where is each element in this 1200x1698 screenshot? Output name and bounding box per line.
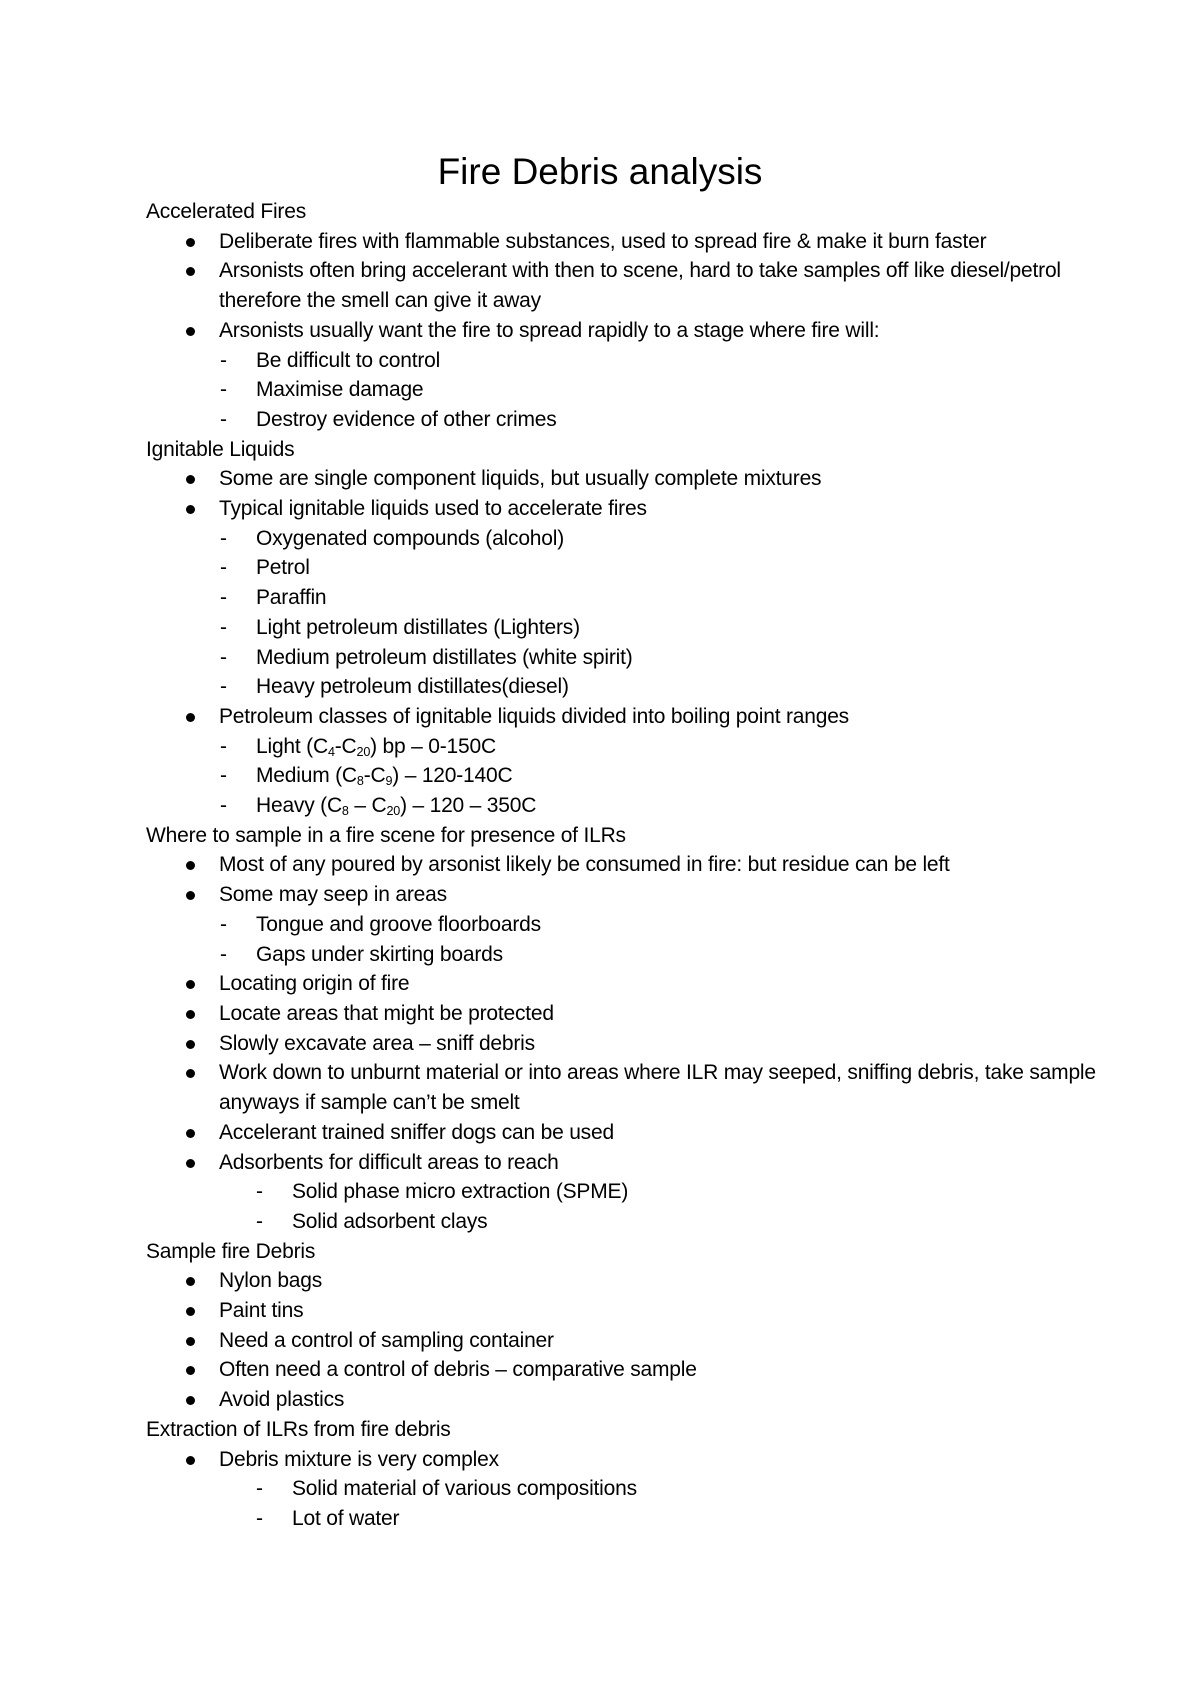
dash-item: [146, 1207, 1106, 1237]
bullet-text: Avoid plastics: [219, 1388, 345, 1412]
bullet-item: [146, 227, 1106, 257]
dash-text: Solid material of various compositions: [292, 1477, 637, 1501]
bullet-item: [146, 969, 1106, 999]
range-suffix: ) – 120-140C: [392, 764, 513, 788]
bullet-item: [146, 464, 1106, 494]
dash-item: [146, 613, 1106, 643]
dash-icon: -: [220, 556, 227, 580]
dash-item: [146, 1177, 1106, 1207]
bullet-icon: [186, 980, 195, 989]
bullet-text: Locate areas that might be protected: [219, 1001, 554, 1025]
bullet-text: Adsorbents for difficult areas to reach: [219, 1150, 559, 1174]
dash-item: [146, 910, 1106, 940]
section-where-to-sample: [146, 821, 1106, 1237]
dash-icon: -: [220, 794, 227, 818]
bullet-item: [146, 256, 1106, 315]
dash-list: [146, 732, 1106, 821]
dash-icon: -: [220, 348, 227, 372]
bullet-icon: [186, 267, 195, 276]
dash-item: [146, 1504, 1106, 1534]
dash-icon: -: [256, 1506, 263, 1530]
dash-item: [146, 346, 1106, 376]
dash-text: Lot of water: [292, 1506, 400, 1530]
dash-icon: -: [256, 1180, 263, 1204]
dash-icon: -: [220, 734, 227, 758]
range-mid: -C: [363, 764, 386, 788]
bullet-item: [146, 999, 1106, 1029]
section-sample-fire-debris: [146, 1237, 1106, 1415]
bullet-icon: [186, 891, 195, 900]
bullet-text: Typical ignitable liquids used to accelerate fires: [219, 497, 647, 521]
section-heading: Where to sample in a fire scene for presence of ILRs: [146, 823, 626, 847]
bullet-icon: [186, 1069, 195, 1078]
range-mid: – C: [348, 794, 387, 818]
bullet-item: [146, 1385, 1106, 1415]
dash-icon: -: [256, 1209, 263, 1233]
dash-icon: -: [220, 912, 227, 936]
bullet-list: [146, 702, 1106, 732]
dash-icon: -: [220, 645, 227, 669]
bullet-list: [146, 464, 1106, 523]
dash-text: Petrol: [256, 556, 310, 580]
bullet-list: [146, 1445, 1106, 1475]
range-prefix: Light (C: [256, 734, 328, 758]
range-suffix: ) bp – 0-150C: [370, 734, 496, 758]
dash-text: Maximise damage: [256, 378, 424, 402]
document-body: [146, 197, 1106, 1534]
section-ignitable-liquids: [146, 435, 1106, 821]
bullet-item: [146, 702, 1106, 732]
section-accelerated-fires: [146, 197, 1106, 435]
bullet-icon: [186, 1159, 195, 1168]
page-title: Fire Debris analysis: [437, 151, 763, 192]
bullet-text: Some may seep in areas: [219, 883, 447, 907]
bullet-icon: [186, 327, 195, 336]
bullet-icon: [186, 1456, 195, 1465]
dash-item-range: [146, 732, 1106, 762]
range-subscript: 9: [385, 774, 393, 789]
dash-item: [146, 553, 1106, 583]
dash-list: [146, 1177, 1106, 1236]
dash-text: Heavy petroleum distillates(diesel): [256, 675, 569, 699]
bullet-list: [146, 969, 1106, 1177]
dash-icon: -: [220, 615, 227, 639]
bullet-icon: [186, 505, 195, 514]
bullet-list: [146, 227, 1106, 346]
dash-item-range: [146, 791, 1106, 821]
dash-icon: -: [220, 942, 227, 966]
range-suffix: ) – 120 – 350C: [400, 794, 537, 818]
bullet-item: [146, 494, 1106, 524]
dash-icon: -: [220, 675, 227, 699]
bullet-item: [146, 1118, 1106, 1148]
dash-icon: -: [220, 407, 227, 431]
section-heading: Sample fire Debris: [146, 1239, 316, 1263]
bullet-item: [146, 1355, 1106, 1385]
dash-list: [146, 524, 1106, 702]
dash-text: Medium petroleum distillates (white spirit): [256, 645, 633, 669]
dash-item: [146, 405, 1106, 435]
bullet-item: [146, 1445, 1106, 1475]
bullet-icon: [186, 1337, 195, 1346]
bullet-text: Slowly excavate area – sniff debris: [219, 1031, 535, 1055]
bullet-text: Work down to unburnt material or into areas where ILR may seeped, sniffing debris, take sample anyways if sample can’t be smelt: [219, 1061, 1096, 1115]
section-extraction: [146, 1415, 1106, 1534]
bullet-icon: [186, 1040, 195, 1049]
bullet-icon: [186, 1129, 195, 1138]
section-heading: Extraction of ILRs from fire debris: [146, 1417, 451, 1441]
bullet-icon: [186, 861, 195, 870]
bullet-text: Petroleum classes of ignitable liquids divided into boiling point ranges: [219, 704, 849, 728]
dash-icon: -: [220, 526, 227, 550]
bullet-text: Often need a control of debris – comparative sample: [219, 1358, 697, 1382]
dash-icon: -: [220, 764, 227, 788]
dash-item: [146, 940, 1106, 970]
bullet-item: [146, 1266, 1106, 1296]
dash-text: Paraffin: [256, 586, 327, 610]
dash-text: Solid adsorbent clays: [292, 1209, 488, 1233]
dash-item: [146, 643, 1106, 673]
bullet-text: Debris mixture is very complex: [219, 1447, 499, 1471]
bullet-text: Need a control of sampling container: [219, 1328, 554, 1352]
bullet-item: [146, 850, 1106, 880]
bullet-text: Accelerant trained sniffer dogs can be used: [219, 1120, 614, 1144]
dash-item: [146, 1474, 1106, 1504]
bullet-icon: [186, 475, 195, 484]
range-subscript: 8: [356, 774, 364, 789]
bullet-item: [146, 1326, 1106, 1356]
range-subscript: 8: [341, 804, 349, 819]
bullet-item: [146, 1148, 1106, 1178]
bullet-item: [146, 1029, 1106, 1059]
dash-icon: -: [256, 1477, 263, 1501]
dash-list: [146, 910, 1106, 969]
bullet-icon: [186, 1396, 195, 1405]
bullet-icon: [186, 1277, 195, 1286]
dash-item: [146, 583, 1106, 613]
range-prefix: Heavy (C: [256, 794, 342, 818]
dash-item-range: [146, 761, 1106, 791]
dash-text: Solid phase micro extraction (SPME): [292, 1180, 629, 1204]
range-subscript: 20: [356, 744, 371, 759]
range-subscript: 4: [327, 744, 335, 759]
bullet-text: Deliberate fires with flammable substances, used to spread fire & make it burn faster: [219, 229, 987, 253]
bullet-item: [146, 1058, 1106, 1117]
dash-text: Be difficult to control: [256, 348, 441, 372]
bullet-text: Most of any poured by arsonist likely be consumed in fire: but residue can be left: [219, 853, 950, 877]
dash-text: Tongue and groove floorboards: [256, 912, 541, 936]
dash-text: Oxygenated compounds (alcohol): [256, 526, 565, 550]
bullet-item: [146, 316, 1106, 346]
bullet-icon: [186, 1307, 195, 1316]
dash-text: Gaps under skirting boards: [256, 942, 503, 966]
bullet-item: [146, 880, 1106, 910]
bullet-text: Locating origin of fire: [219, 972, 410, 996]
dash-list: [146, 346, 1106, 435]
dash-item: [146, 672, 1106, 702]
dash-list: [146, 1474, 1106, 1533]
bullet-icon: [186, 1010, 195, 1019]
range-mid: -C: [334, 734, 357, 758]
bullet-text: Nylon bags: [219, 1269, 323, 1293]
section-heading: Accelerated Fires: [146, 200, 306, 223]
bullet-text: Arsonists often bring accelerant with then to scene, hard to take samples off like diesel/petrol therefore the smell can give it away: [219, 259, 1061, 313]
range-subscript: 20: [386, 804, 401, 819]
bullet-text: Some are single component liquids, but usually complete mixtures: [219, 467, 822, 491]
bullet-text: Arsonists usually want the fire to spread rapidly to a stage where fire will:: [219, 318, 880, 342]
bullet-icon: [186, 1366, 195, 1375]
bullet-text: Paint tins: [219, 1299, 304, 1323]
range-prefix: Medium (C: [256, 764, 357, 788]
bullet-icon: [186, 238, 195, 247]
bullet-item: [146, 1296, 1106, 1326]
dash-icon: -: [220, 378, 227, 402]
dash-text: Light petroleum distillates (Lighters): [256, 615, 580, 639]
bullet-icon: [186, 713, 195, 722]
bullet-list: [146, 1266, 1106, 1415]
section-heading: Ignitable Liquids: [146, 437, 295, 461]
dash-icon: -: [220, 586, 227, 610]
dash-item: [146, 375, 1106, 405]
dash-text: Destroy evidence of other crimes: [256, 407, 557, 431]
dash-item: [146, 524, 1106, 554]
bullet-list: [146, 850, 1106, 909]
